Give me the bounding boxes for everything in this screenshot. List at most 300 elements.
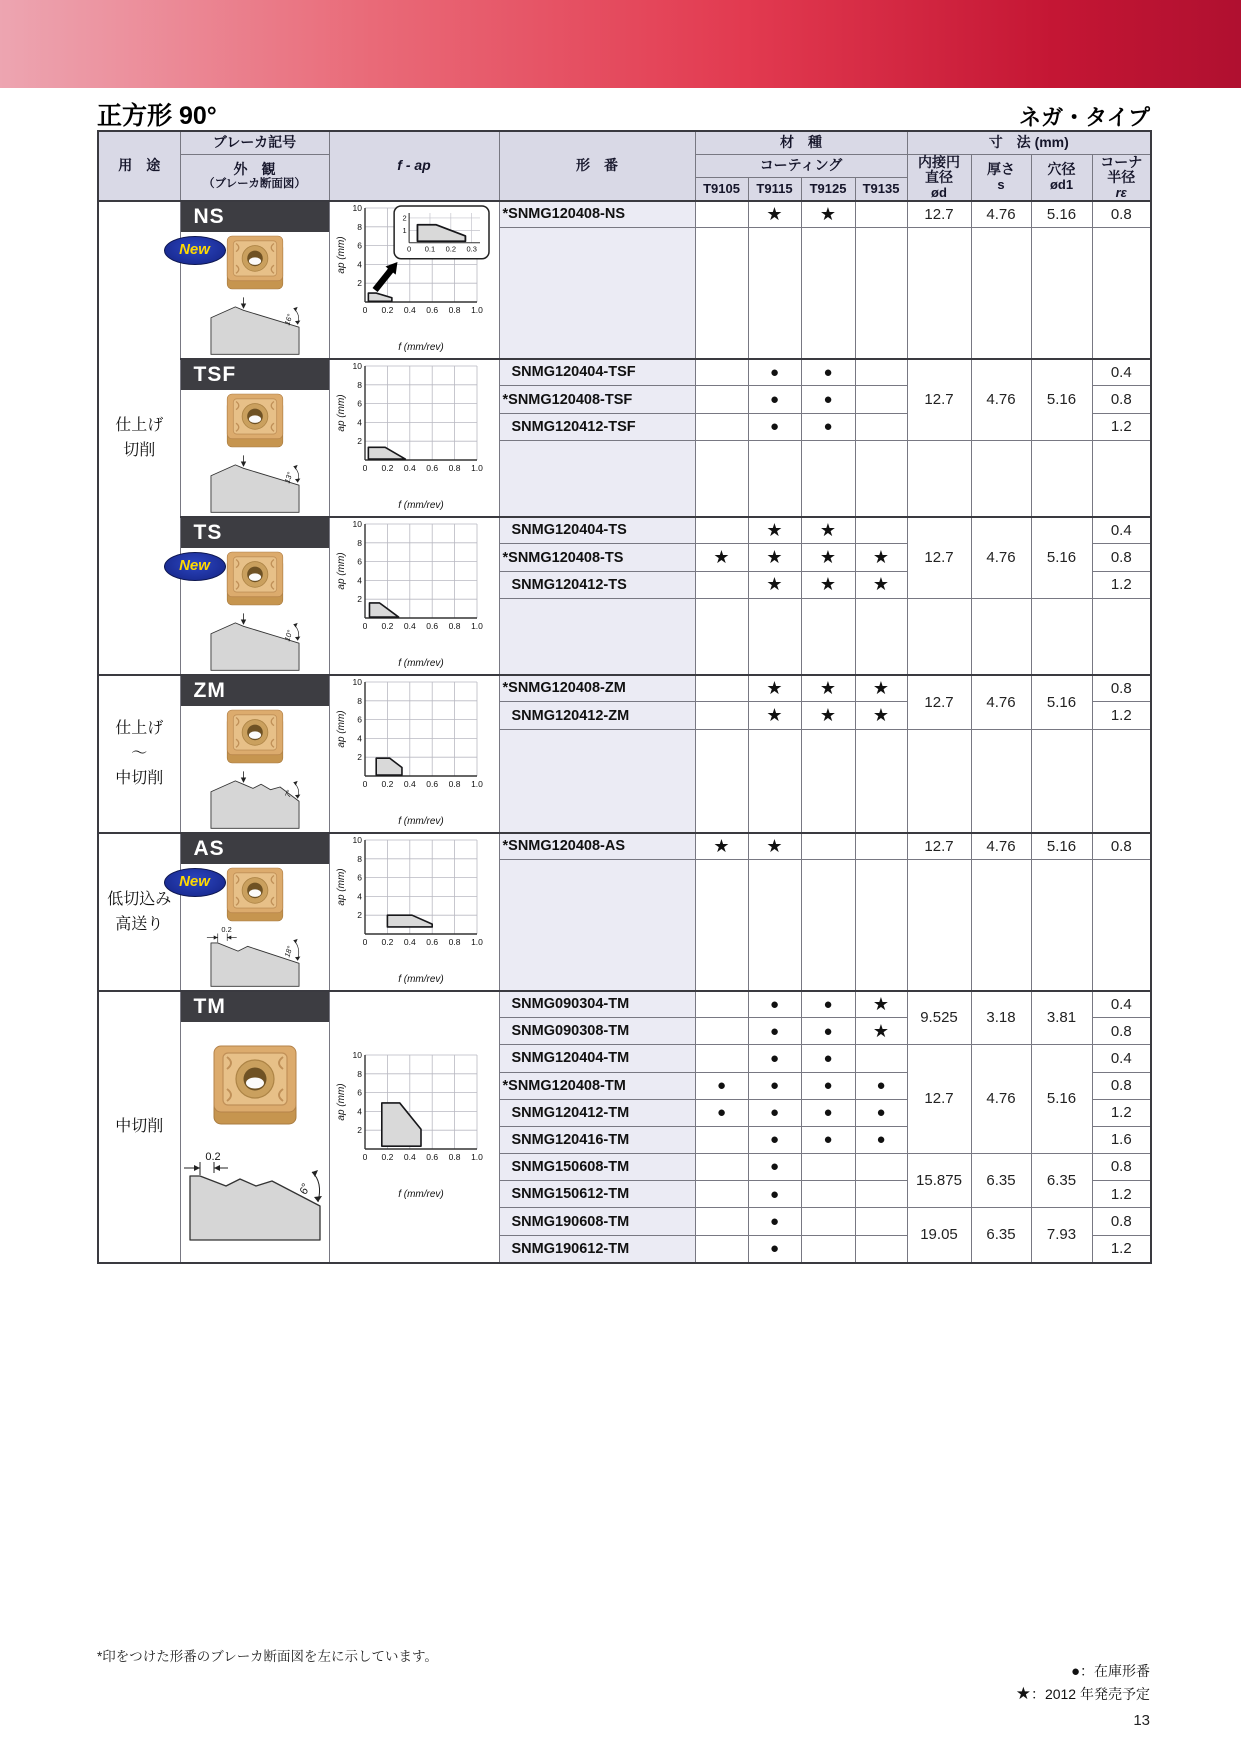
svg-text:0: 0 (407, 244, 412, 254)
corner-radius-value: 0.8 (1092, 1072, 1151, 1099)
svg-text:6: 6 (357, 240, 362, 251)
svg-text:2: 2 (402, 213, 407, 223)
svg-text:6: 6 (357, 872, 362, 883)
star-mark: ★ (766, 705, 783, 726)
corner-radius-value: 1.2 (1092, 1099, 1151, 1126)
star-mark: ★ (819, 547, 837, 568)
corner-radius-value: 0.8 (1092, 1153, 1151, 1181)
corner-radius-value: 1.2 (1092, 702, 1151, 729)
dot-mark: ● (769, 1077, 780, 1095)
grade-mark-T9135 (855, 1099, 907, 1126)
grade-mark-T9135 (855, 386, 907, 413)
col-dimensions: 寸 法 (mm) (907, 131, 1151, 154)
table-row (98, 833, 1151, 860)
model-cell: *SNMG120408-ZM (499, 675, 695, 702)
breaker-cell-ZM (180, 675, 329, 833)
dim-value-s: 4.76 (971, 675, 1031, 730)
usage-label-line: 中切削 (115, 1118, 164, 1135)
svg-text:ap (mm): ap (mm) (336, 710, 347, 748)
model-cell: SNMG120416-TM (499, 1126, 695, 1153)
svg-text:0.8: 0.8 (448, 463, 461, 473)
grade-mark-T9135 (855, 702, 907, 729)
grade-mark-T9125 (801, 1153, 855, 1181)
svg-text:0.4: 0.4 (403, 305, 416, 315)
grade-mark-T9115 (748, 1045, 801, 1073)
dot-mark: ● (769, 1240, 780, 1258)
svg-text:1.0: 1.0 (471, 463, 483, 473)
grade-mark-T9115 (748, 413, 801, 440)
grade-mark-T9115 (748, 544, 801, 571)
col-grade-t9125: T9125 (801, 178, 855, 201)
grade-mark-T9105 (695, 544, 748, 571)
dim-value-d1: 5.16 (1031, 359, 1092, 441)
grade-mark-T9125 (801, 1072, 855, 1099)
model-cell: SNMG120404-TM (499, 1045, 695, 1073)
grade-mark-T9135 (855, 571, 907, 598)
svg-text:0.4: 0.4 (403, 937, 416, 947)
usage-group-label (98, 201, 180, 675)
dot-mark: ● (823, 391, 833, 409)
grade-mark-T9115 (748, 201, 801, 228)
star-mark: ★ (713, 547, 730, 568)
dot-mark: ● (769, 1158, 780, 1176)
usage-label-line: 切削 (123, 441, 156, 459)
star-mark: ★ (766, 519, 783, 540)
dim-value-s: 3.18 (971, 991, 1031, 1045)
model-cell: SNMG120412-TS (499, 571, 695, 598)
usage-label-line: 高送り (115, 915, 164, 933)
model-cell: SNMG150612-TM (499, 1181, 695, 1208)
svg-text:10: 10 (352, 835, 362, 845)
dot-mark: ● (769, 418, 780, 436)
f-ap-cell-NS (329, 201, 499, 359)
table-header (98, 131, 1151, 201)
svg-text:0.6: 0.6 (426, 1152, 439, 1162)
svg-text:1.0: 1.0 (471, 621, 483, 631)
star-mark: ★ (872, 677, 890, 698)
svg-text:0.6: 0.6 (426, 779, 439, 789)
dot-mark: ● (823, 995, 833, 1013)
grade-mark-T9115 (748, 1208, 801, 1236)
grade-mark-T9105 (695, 1181, 748, 1208)
dot-mark: ● (823, 1049, 833, 1067)
svg-text:2: 2 (357, 1125, 362, 1136)
grade-mark-T9115 (748, 1099, 801, 1126)
col-grade-t9105: T9105 (695, 178, 748, 201)
dim-value-s: 4.76 (971, 517, 1031, 599)
dim-value-d: 12.7 (907, 359, 971, 441)
svg-text:0.8: 0.8 (448, 779, 461, 789)
grade-mark-T9115 (748, 1072, 801, 1099)
dim-value-d1: 5.16 (1031, 1045, 1092, 1154)
svg-text:0.8: 0.8 (448, 937, 461, 947)
col-model: 形 番 (499, 131, 695, 201)
table-row (98, 359, 1151, 386)
svg-text:6: 6 (357, 398, 362, 409)
model-cell: SNMG120412-TM (499, 1099, 695, 1126)
grade-mark-T9125 (801, 544, 855, 571)
model-cell: *SNMG120408-TM (499, 1072, 695, 1099)
model-cell: SNMG120412-TSF (499, 413, 695, 440)
grade-mark-T9135 (855, 1072, 907, 1099)
svg-text:0.4: 0.4 (403, 463, 416, 473)
svg-text:13°: 13° (282, 471, 295, 485)
breaker-cell-TM (180, 991, 329, 1263)
dim-value-d: 9.525 (907, 991, 971, 1045)
star-mark: ★ (766, 547, 783, 568)
svg-text:18°: 18° (282, 945, 295, 959)
svg-text:1.0: 1.0 (471, 305, 483, 315)
grade-mark-T9125 (801, 571, 855, 598)
col-thickness: 厚さ s (971, 154, 1031, 201)
svg-text:0.6: 0.6 (426, 621, 439, 631)
dim-value-s: 6.35 (971, 1208, 1031, 1263)
svg-text:0: 0 (362, 779, 368, 789)
corner-radius-value: 0.8 (1092, 833, 1151, 860)
dim-value-d1: 3.81 (1031, 991, 1092, 1045)
col-coating: コーティング (695, 154, 907, 178)
svg-text:0.2: 0.2 (381, 463, 394, 473)
grade-mark-T9105 (695, 413, 748, 440)
dot-mark: ● (769, 995, 780, 1013)
svg-text:8: 8 (357, 1068, 362, 1079)
table-row (98, 991, 1151, 1018)
dot-mark: ● (823, 1022, 833, 1040)
grade-mark-T9135 (855, 413, 907, 440)
f-ap-chart (335, 834, 493, 984)
svg-text:2: 2 (357, 752, 362, 763)
svg-text:0.4: 0.4 (403, 1152, 416, 1162)
svg-text:f (mm/rev): f (mm/rev) (398, 500, 444, 510)
corner-radius-value: 0.4 (1092, 359, 1151, 386)
dot-mark: ● (769, 1131, 780, 1149)
svg-text:0.4: 0.4 (403, 621, 416, 631)
usage-label-line: 仕上げ (115, 720, 164, 737)
svg-text:ap (mm): ap (mm) (336, 1083, 347, 1121)
breaker-cell-TSF (180, 359, 329, 517)
corner-radius-value: 0.4 (1092, 517, 1151, 544)
grade-mark-T9125 (801, 517, 855, 544)
grade-mark-T9105 (695, 201, 748, 228)
star-mark: ★ (872, 705, 890, 726)
corner-radius-value: 0.8 (1092, 544, 1151, 571)
svg-text:2: 2 (357, 594, 362, 605)
star-mark: ★ (766, 203, 783, 224)
grade-mark-T9135 (855, 833, 907, 860)
corner-radius-value: 0.8 (1092, 1018, 1151, 1045)
svg-text:10: 10 (352, 519, 362, 529)
dim-value-s: 4.76 (971, 201, 1031, 228)
grade-mark-T9115 (748, 1236, 801, 1263)
svg-text:10°: 10° (282, 629, 295, 643)
svg-text:0: 0 (362, 621, 368, 631)
dot-mark: ● (823, 363, 833, 381)
insert-photo (207, 864, 303, 925)
svg-text:0.2: 0.2 (381, 779, 394, 789)
svg-text:0: 0 (362, 463, 368, 473)
dim-value-d: 12.7 (907, 833, 971, 860)
svg-text:0: 0 (362, 1152, 368, 1162)
star-mark: ★ (872, 547, 890, 568)
dot-mark: ● (769, 391, 780, 409)
grade-mark-T9125 (801, 1099, 855, 1126)
section-label-NS: NS (181, 202, 329, 232)
grade-mark-T9105 (695, 571, 748, 598)
grade-mark-T9125 (801, 1236, 855, 1263)
svg-text:2: 2 (357, 436, 362, 447)
svg-text:ap (mm): ap (mm) (336, 236, 347, 274)
grade-mark-T9135 (855, 1208, 907, 1236)
star-mark: ★ (872, 574, 890, 595)
svg-text:0.2: 0.2 (381, 1152, 394, 1162)
model-cell: SNMG120412-ZM (499, 702, 695, 729)
col-hole-dia: 穴径 ød1 (1031, 154, 1092, 201)
f-ap-chart (335, 360, 493, 510)
section-label-TSF: TSF (181, 360, 329, 390)
svg-text:6: 6 (357, 714, 362, 725)
col-inscribed-circle: 内接円 直径 ød (907, 154, 971, 201)
dim-value-d: 12.7 (907, 675, 971, 730)
star-mark: ★ (819, 677, 837, 698)
grade-mark-T9115 (748, 571, 801, 598)
svg-text:0.6: 0.6 (426, 305, 439, 315)
grade-mark-T9115 (748, 702, 801, 729)
dot-mark: ● (823, 418, 833, 436)
model-cell: *SNMG120408-TS (499, 544, 695, 571)
svg-text:0.3: 0.3 (466, 244, 477, 254)
svg-text:4: 4 (357, 417, 362, 428)
grade-mark-T9105 (695, 386, 748, 413)
dot-mark: ● (823, 1077, 833, 1095)
dot-mark: ● (769, 1049, 780, 1067)
usage-group-label (98, 991, 180, 1263)
table-row (98, 675, 1151, 702)
svg-text:10: 10 (352, 677, 362, 687)
svg-text:6°: 6° (297, 1181, 312, 1196)
model-cell: *SNMG120408-TSF (499, 386, 695, 413)
dot-mark: ● (769, 363, 780, 381)
grade-mark-T9115 (748, 675, 801, 702)
grade-mark-T9105 (695, 1126, 748, 1153)
f-ap-cell-TM (329, 991, 499, 1263)
svg-text:0.2: 0.2 (381, 937, 394, 947)
grade-mark-T9135 (855, 201, 907, 228)
dim-value-d: 12.7 (907, 1045, 971, 1154)
grade-mark-T9125 (801, 413, 855, 440)
dot-mark: ● (876, 1104, 886, 1122)
star-mark: ★ (713, 835, 730, 856)
breaker-cross-section-diagram (180, 766, 330, 831)
svg-text:2: 2 (357, 278, 362, 289)
svg-text:2: 2 (357, 910, 362, 921)
svg-text:1.0: 1.0 (471, 779, 483, 789)
model-cell: *SNMG120408-NS (499, 201, 695, 228)
breaker-cross-section-diagram (180, 292, 330, 357)
grade-mark-T9125 (801, 359, 855, 386)
grade-mark-T9125 (801, 991, 855, 1018)
grade-mark-T9125 (801, 386, 855, 413)
grade-mark-T9125 (801, 702, 855, 729)
grade-mark-T9105 (695, 1045, 748, 1073)
svg-text:4: 4 (357, 259, 362, 270)
grade-mark-T9135 (855, 1236, 907, 1263)
grade-mark-T9105 (695, 1208, 748, 1236)
svg-text:f (mm/rev): f (mm/rev) (398, 816, 444, 826)
breaker-cell-TS (180, 517, 329, 675)
corner-radius-value: 1.6 (1092, 1126, 1151, 1153)
grade-mark-T9125 (801, 1208, 855, 1236)
dim-value-d: 19.05 (907, 1208, 971, 1263)
new-badge: New (164, 552, 226, 581)
svg-text:4: 4 (357, 733, 362, 744)
svg-text:10: 10 (352, 361, 362, 371)
corner-radius-value: 1.2 (1092, 571, 1151, 598)
star-mark: ★ (872, 993, 890, 1014)
symbol-legend (1016, 1660, 1150, 1705)
svg-text:6: 6 (357, 1087, 362, 1098)
dim-value-d: 12.7 (907, 517, 971, 599)
star-mark: ★ (819, 519, 837, 540)
grade-mark-T9115 (748, 1153, 801, 1181)
corner-radius-value: 1.2 (1092, 413, 1151, 440)
svg-text:4: 4 (357, 891, 362, 902)
svg-text:0.2: 0.2 (381, 621, 394, 631)
grade-mark-T9105 (695, 991, 748, 1018)
breaker-cross-section-diagram (180, 924, 330, 989)
usage-group-label (98, 833, 180, 991)
new-badge: New (164, 236, 226, 265)
grade-mark-T9135 (855, 991, 907, 1018)
star-mark: ★ (819, 705, 837, 726)
section-label-AS: AS (181, 834, 329, 864)
svg-text:4: 4 (357, 1106, 362, 1117)
svg-text:10: 10 (352, 203, 362, 213)
svg-text:0.8: 0.8 (448, 621, 461, 631)
dim-value-s: 4.76 (971, 1045, 1031, 1154)
section-label-ZM: ZM (181, 676, 329, 706)
star-mark: ★ (766, 835, 783, 856)
f-ap-chart (335, 518, 493, 668)
grade-mark-T9135 (855, 544, 907, 571)
f-ap-cell-ZM (329, 675, 499, 833)
svg-text:0.1: 0.1 (424, 244, 436, 254)
model-cell: SNMG190608-TM (499, 1208, 695, 1236)
dot-mark: ● (876, 1131, 886, 1149)
grade-mark-T9105 (695, 675, 748, 702)
table-row (98, 201, 1151, 228)
corner-radius-value: 1.2 (1092, 1236, 1151, 1263)
table-body (98, 201, 1151, 1263)
svg-text:6: 6 (357, 556, 362, 567)
dim-value-s: 4.76 (971, 359, 1031, 441)
grade-mark-T9135 (855, 1126, 907, 1153)
svg-text:ap (mm): ap (mm) (336, 552, 347, 590)
model-cell: SNMG120404-TSF (499, 359, 695, 386)
star-mark: ★ (766, 574, 783, 595)
col-usage: 用 途 (98, 131, 180, 201)
grade-mark-T9105 (695, 359, 748, 386)
grade-mark-T9125 (801, 1045, 855, 1073)
dim-value-s: 6.35 (971, 1153, 1031, 1208)
usage-label-line: 低切込み (107, 890, 172, 908)
col-corner-radius: コーナ 半径 rε (1092, 154, 1151, 201)
col-material: 材 種 (695, 131, 907, 154)
grade-mark-T9105 (695, 833, 748, 860)
svg-text:1.0: 1.0 (471, 937, 483, 947)
top-banner-gradient (0, 0, 1241, 88)
svg-text:10: 10 (352, 1050, 362, 1060)
section-label-TS: TS (181, 518, 329, 548)
dot-mark: ● (769, 1185, 780, 1203)
dot-mark: ● (823, 1104, 833, 1122)
dim-value-d1: 6.35 (1031, 1153, 1092, 1208)
grade-mark-T9115 (748, 991, 801, 1018)
svg-text:8: 8 (357, 221, 362, 232)
grade-mark-T9135 (855, 1045, 907, 1073)
svg-text:f (mm/rev): f (mm/rev) (398, 342, 444, 352)
svg-text:8: 8 (357, 695, 362, 706)
col-grade-t9135: T9135 (855, 178, 907, 201)
model-cell: SNMG150608-TM (499, 1153, 695, 1181)
insert-photo (207, 706, 303, 767)
star-mark: ★ (872, 1020, 890, 1041)
page-title: 正方形 90° (97, 102, 217, 130)
grade-mark-T9115 (748, 1018, 801, 1045)
svg-text:0.2: 0.2 (381, 305, 394, 315)
insert-photo (207, 232, 303, 293)
grade-mark-T9125 (801, 833, 855, 860)
grade-mark-T9135 (855, 517, 907, 544)
grade-mark-T9125 (801, 1126, 855, 1153)
grade-mark-T9135 (855, 1018, 907, 1045)
legend-text: ：2012 年発売予定 (1030, 1686, 1150, 1702)
dim-value-d1: 5.16 (1031, 833, 1092, 860)
svg-text:0.2: 0.2 (204, 1150, 221, 1163)
svg-text:4: 4 (357, 575, 362, 586)
model-cell: *SNMG120408-AS (499, 833, 695, 860)
grade-mark-T9135 (855, 1181, 907, 1208)
svg-text:0.6: 0.6 (426, 463, 439, 473)
model-cell: SNMG090308-TM (499, 1018, 695, 1045)
corner-radius-value: 1.2 (1092, 1181, 1151, 1208)
svg-text:f (mm/rev): f (mm/rev) (398, 1189, 444, 1199)
grade-mark-T9135 (855, 675, 907, 702)
dot-mark: ● (769, 1213, 780, 1231)
svg-text:f (mm/rev): f (mm/rev) (398, 974, 444, 984)
corner-radius-value: 0.4 (1092, 1045, 1151, 1073)
legend-item (1016, 1683, 1150, 1705)
section-label-TM: TM (181, 992, 329, 1022)
svg-text:0.2: 0.2 (220, 925, 232, 935)
svg-text:f (mm/rev): f (mm/rev) (398, 658, 444, 668)
release-star-symbol: ★ (1015, 1684, 1031, 1703)
breaker-cross-section-diagram (180, 1148, 330, 1244)
svg-text:7°: 7° (282, 789, 294, 799)
f-ap-chart (335, 202, 493, 352)
grade-mark-T9105 (695, 1018, 748, 1045)
svg-text:0.2: 0.2 (445, 244, 457, 254)
grade-mark-T9125 (801, 1181, 855, 1208)
dot-mark: ● (823, 1131, 833, 1149)
dim-value-d1: 5.16 (1031, 517, 1092, 599)
table-row (98, 517, 1151, 544)
grade-mark-T9115 (748, 359, 801, 386)
dot-mark: ● (769, 1104, 780, 1122)
footnote: *印をつけた形番のブレーカ断面図を左に示しています。 (97, 1649, 438, 1664)
corner-radius-value: 0.8 (1092, 201, 1151, 228)
col-breaker-code: ブレーカ記号 (180, 131, 329, 154)
svg-text:1: 1 (402, 225, 407, 235)
